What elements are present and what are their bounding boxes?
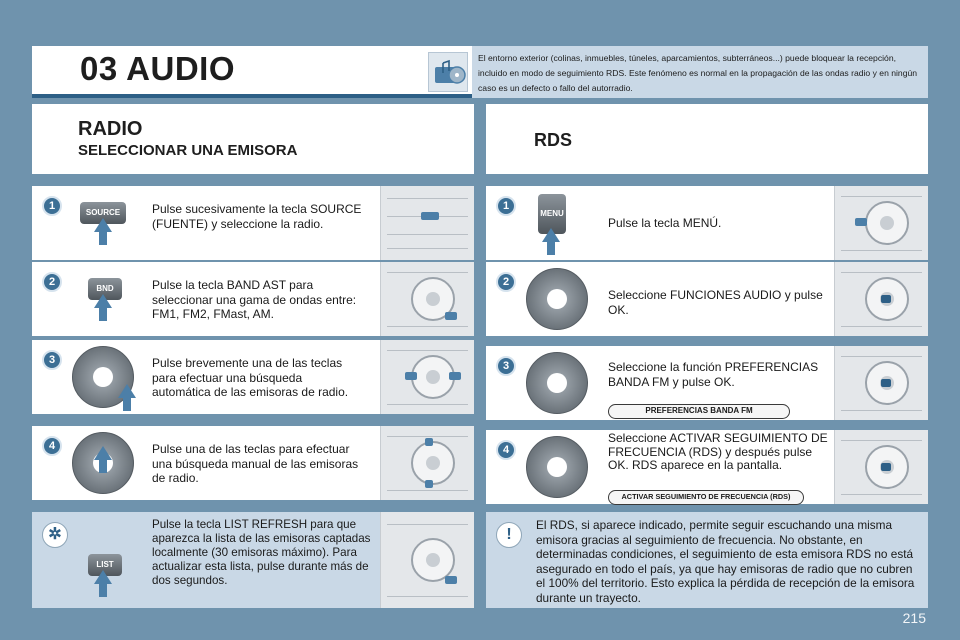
tip-text: Pulse la tecla LIST REFRESH para que aparezca la lista de las emisoras captadas localmente (30 emisoras máximo). Para actualizar esta lista, pulse durante más de dos segundos. bbox=[152, 518, 371, 587]
radio-step-2 bbox=[32, 262, 474, 336]
radio-panel-icon bbox=[380, 426, 474, 500]
rds-step-1 bbox=[486, 186, 928, 260]
radio-panel-icon bbox=[380, 186, 474, 260]
navigation-pad-icon bbox=[526, 436, 588, 498]
page-number: 215 bbox=[902, 610, 926, 626]
navigation-pad-icon bbox=[526, 268, 588, 330]
press-arrow-icon bbox=[542, 228, 560, 242]
rds-step-2 bbox=[486, 262, 928, 336]
step-text: Pulse sucesivamente la tecla SOURCE (FUENTE) y seleccione la radio. bbox=[152, 202, 362, 231]
rds-step-3 bbox=[486, 346, 928, 420]
step-number: 2 bbox=[496, 272, 516, 292]
radio-panel-icon bbox=[834, 186, 928, 260]
rds-title: RDS bbox=[534, 130, 573, 150]
step-number: 2 bbox=[42, 272, 62, 292]
step-number: 3 bbox=[42, 350, 62, 370]
step-number: 1 bbox=[496, 196, 516, 216]
press-arrow-icon bbox=[118, 384, 136, 398]
radio-title: RADIO bbox=[78, 118, 143, 140]
step-text: Pulse la tecla MENÚ. bbox=[608, 216, 722, 230]
music-note-icon bbox=[428, 52, 468, 92]
radio-panel-icon bbox=[380, 512, 474, 608]
radio-panel-icon bbox=[834, 430, 928, 504]
warning-text: El RDS, si aparece indicado, permite seguir escuchando una misma emisora gracias al seguimiento de frecuencia. No obstante, en determinadas condiciones, el seguimiento de esta emisora RDS no está asegurado en todo el país, ya que hay emisoras de radio que no cubren el 100% del territorio. Esto explica la pérdida de recepción de la emisora durante un trayecto. bbox=[536, 518, 915, 605]
page-header bbox=[32, 46, 928, 98]
step-text: Seleccione la función PREFERENCIAS BANDA FM y pulse OK. bbox=[608, 360, 819, 389]
radio-step-4 bbox=[32, 426, 474, 500]
source-key-label: SOURCE bbox=[80, 202, 126, 224]
radio-step-3 bbox=[32, 340, 474, 414]
tip-light-icon: ✲ bbox=[42, 522, 68, 548]
step-text: Pulse brevemente una de las teclas para efectuar una búsqueda automática de las emisoras de radio. bbox=[152, 356, 349, 399]
band-key-label: BND bbox=[88, 278, 122, 300]
rds-warning bbox=[486, 512, 928, 608]
menu-key-icon bbox=[534, 194, 584, 234]
step-number: 4 bbox=[42, 436, 62, 456]
radio-panel-icon bbox=[834, 262, 928, 336]
rds-section-header bbox=[486, 104, 928, 174]
source-key-icon bbox=[80, 194, 130, 234]
step-text: Pulse una de las teclas para efectuar una búsqueda manual de las emisoras de radio. bbox=[152, 442, 359, 485]
press-arrow-icon bbox=[94, 570, 112, 584]
radio-panel-icon bbox=[380, 262, 474, 336]
chapter-title: 03 AUDIO bbox=[80, 50, 235, 87]
radio-subtitle: SELECCIONAR UNA EMISORA bbox=[78, 142, 298, 159]
press-arrow-icon bbox=[94, 294, 112, 308]
reception-note: El entorno exterior (colinas, inmuebles, túneles, aparcamientos, subterráneos...) puede bloquear la recepción, incluido en modo de seguimiento RDS. Este fenómeno es normal en la propagación de las ondas radio y en ningún caso es un defecto o fallo del autorradio. bbox=[472, 46, 928, 98]
step-text: Seleccione ACTIVAR SEGUIMIENTO DE FRECUENCIA (RDS) y después pulse OK. RDS aparece en la pantalla. bbox=[608, 431, 828, 473]
press-arrow-icon bbox=[94, 218, 112, 232]
list-key-icon bbox=[80, 546, 130, 586]
menu-option-chip: PREFERENCIAS BANDA FM bbox=[608, 404, 790, 419]
navigation-pad-icon bbox=[526, 352, 588, 414]
radio-step-1 bbox=[32, 186, 474, 260]
radio-panel-icon bbox=[834, 346, 928, 420]
radio-panel-icon bbox=[380, 340, 474, 414]
menu-option-chip: ACTIVAR SEGUIMIENTO DE FRECUENCIA (RDS) bbox=[608, 490, 804, 505]
step-text: Seleccione FUNCIONES AUDIO y pulse OK. bbox=[608, 288, 823, 317]
step-text: Pulse la tecla BAND AST para seleccionar una gama de ondas entre: FM1, FM2, FMast, AM. bbox=[152, 278, 357, 321]
step-number: 1 bbox=[42, 196, 62, 216]
band-key-icon bbox=[80, 270, 130, 310]
rds-step-4 bbox=[486, 430, 928, 504]
list-refresh-tip bbox=[32, 512, 474, 608]
radio-section-header bbox=[32, 104, 474, 174]
step-number: 4 bbox=[496, 440, 516, 460]
step-number: 3 bbox=[496, 356, 516, 376]
press-arrow-icon bbox=[94, 446, 112, 460]
menu-key-label: MENU bbox=[538, 194, 566, 234]
list-key-label: LIST bbox=[88, 554, 122, 576]
warning-exclamation-icon: ! bbox=[496, 522, 522, 548]
